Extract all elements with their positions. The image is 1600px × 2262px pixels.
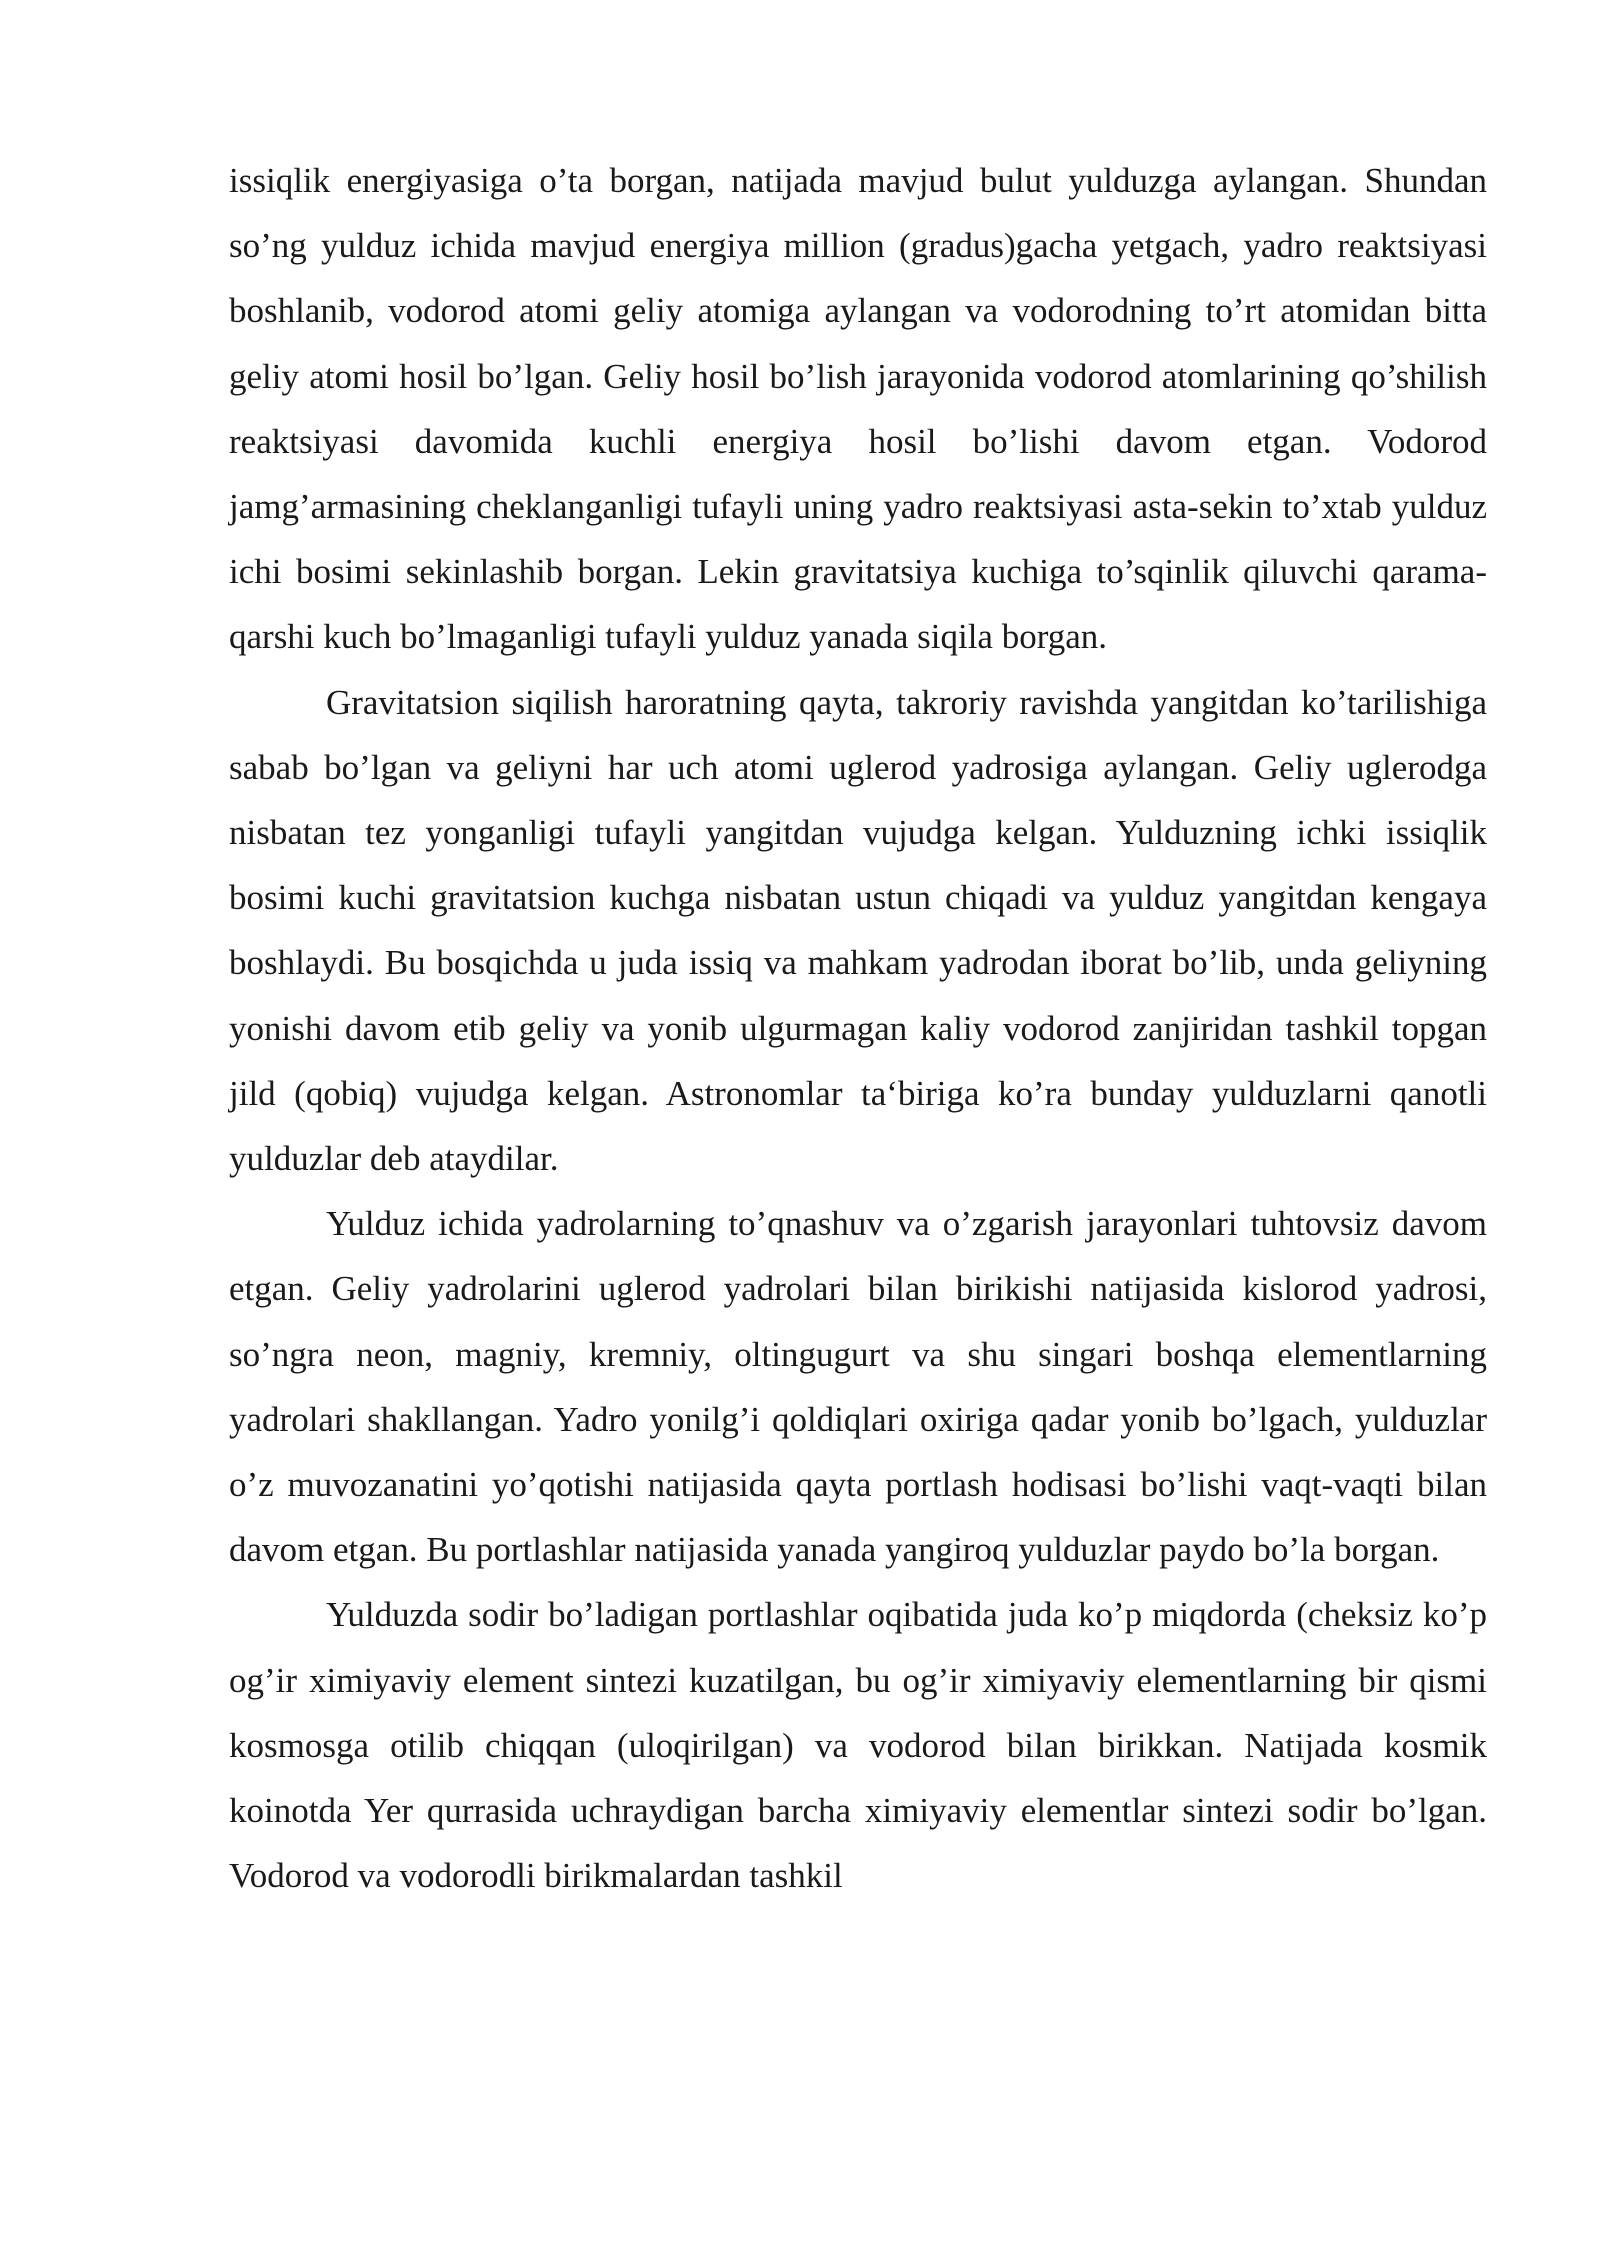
- paragraph-2: Gravitatsion siqilish haroratning qayta, takroriy ravishda yangitdan ko’tarilishiga sabab bo’lgan va geliyni har uch atomi uglerod yadrosiga aylangan. Geliy uglerodga nisbatan tez yonganligi tufayli yangitdan vujudga kelgan. Yulduzning ichki issiqlik bosimi kuchi gravitatsion kuchga nisbatan ustun chiqadi va yulduz yangitdan kengaya boshlaydi. Bu bosqichda u juda issiq va mahkam yadrodan iborat bo’lib, unda geliyning yonishi davom etib geliy va yonib ulgurmagan kaliy vodorod zanjiridan tashkil topgan jild (qobiq) vujudga kelgan. Astronomlar ta‘biriga ko’ra bunday yulduzlarni qanotli yulduzlar deb ataydilar.: [229, 682, 1487, 1179]
- paragraph-4: Yulduzda sodir bo’ladigan portlashlar oqibatida juda ko’p miqdorda (cheksiz ko’p og’ir ximiyaviy element sintezi kuzatilgan, bu og’ir ximiyaviy elementlarning bir qismi kosmosga otilib chiqqan (uloqirilgan) va vodorod bilan birikkan. Natijada kosmik koinotda Yer qurrasida uchraydigan barcha ximiyaviy elementlar sintezi sodir bo’lgan. Vodorod va vodorodli birikmalardan tashkil: [229, 1595, 1487, 1896]
- paragraph-3: Yulduz ichida yadrolarning to’qnashuv va o’zgarish jarayonlari tuhtovsiz davom etgan. Geliy yadrolarini uglerod yadrolari bilan birikishi natijasida kislorod yadrosi, so’ngra neon, magniy, kremniy, oltingugurt va shu singari boshqa elementlarning yadrolari shakllangan. Yadro yonilg’i qoldiqlari oxiriga qadar yonib bo’lgach, yulduzlar o’z muvozanatini yo’qotishi natijasida qayta portlash hodisasi bo’lishi vaqt-vaqti bilan davom etgan. Bu portlashlar natijasida yanada yangiroq yulduzlar paydo bo’la borgan.: [229, 1204, 1487, 1570]
- paragraph-1: issiqlik energiyasiga o’ta borgan, natijada mavjud bulut yulduzga aylangan. Shundan so’ng yulduz ichida mavjud energiya million (gradus)gacha yetgach, yadro reaktsiyasi boshlanib, vodorod atomi geliy atomiga aylangan va vodorodning to’rt atomidan bitta geliy atomi hosil bo’lgan. Geliy hosil bo’lish jarayonida vodorod atomlarining qo’shilish reaktsiyasi davomida kuchli energiya hosil bo’lishi davom etgan. Vodorod jamg’armasining cheklanganligi tufayli uning yadro reaktsiyasi asta-sekin to’xtab yulduz ichi bosimi sekinlashib borgan. Lekin gravitatsiya kuchiga to’sqinlik qiluvchi qarama-qarshi kuch bo’lmaganligi tufayli yulduz yanada siqila borgan.: [229, 161, 1487, 657]
- document-body: [229, 148, 1487, 1908]
